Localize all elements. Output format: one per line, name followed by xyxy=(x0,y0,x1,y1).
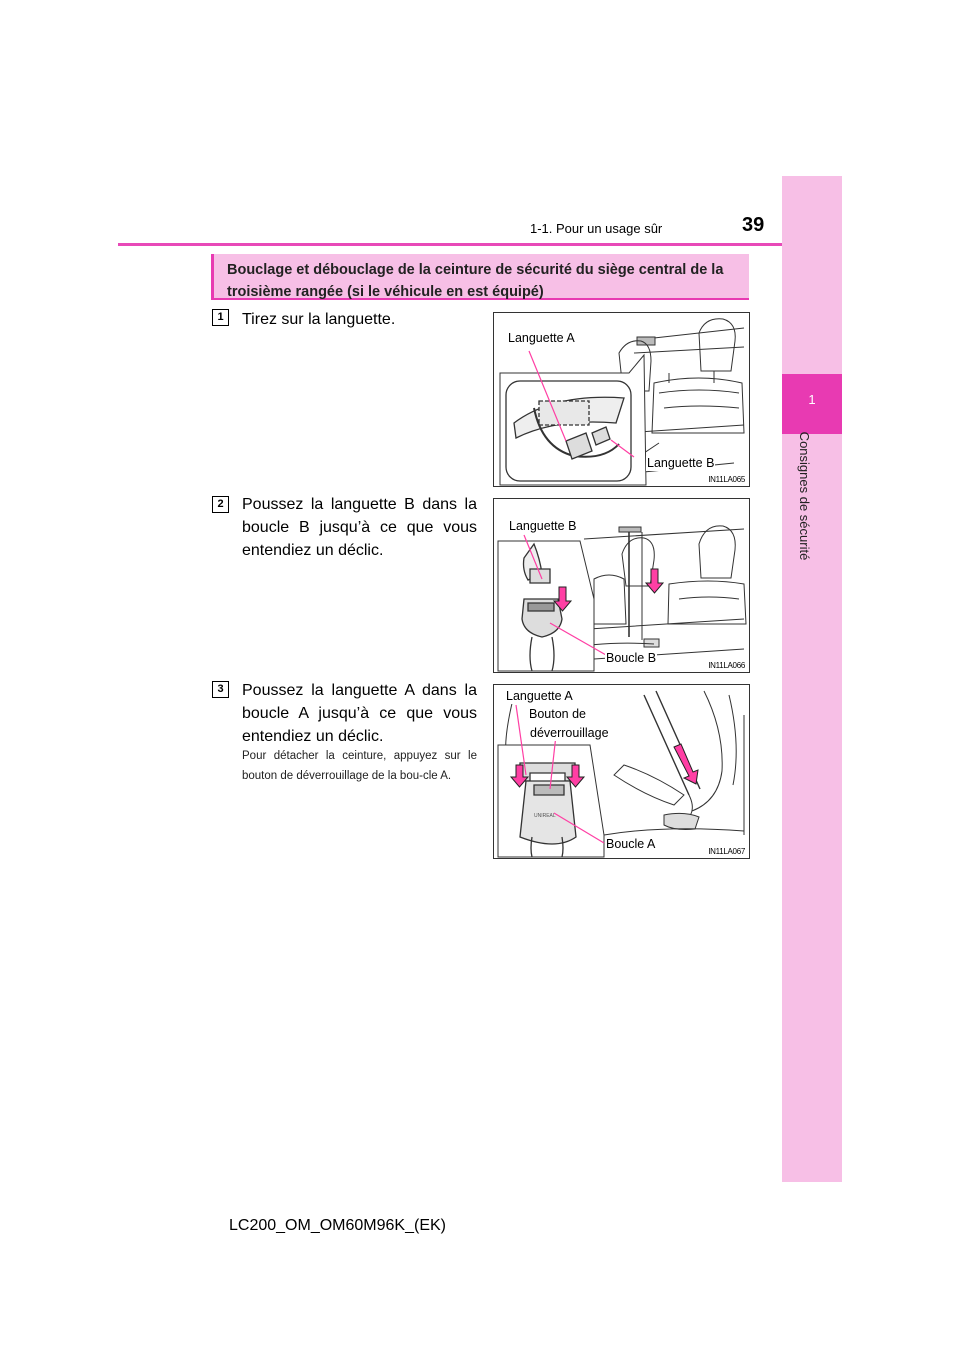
release-note: Pour détacher la ceinture, appuyez sur le bouton de déverrouillage de la bou-cle A. xyxy=(242,750,477,782)
svg-text:UNIREAL: UNIREAL xyxy=(534,813,556,819)
step-3-badge: 3 xyxy=(212,681,229,698)
figure-1-code: IN11LA065 xyxy=(708,475,745,484)
label-languette-a: Languette A xyxy=(508,331,575,345)
chapter-sidebar xyxy=(782,176,842,1182)
label-languette-a: Languette A xyxy=(506,689,573,703)
chapter-title: Consignes de sécurité xyxy=(797,431,812,561)
section-header: 1-1. Pour un usage sûr xyxy=(530,221,663,236)
figure-insert-tongue-a xyxy=(493,684,750,859)
label-boucle-b: Boucle B xyxy=(606,651,657,665)
label-boucle-a: Boucle A xyxy=(606,837,656,851)
label-deverrouillage: déverrouillage xyxy=(530,726,609,740)
step-1-badge: 1 xyxy=(212,309,229,326)
page-number: 39 xyxy=(742,214,765,236)
document-code-footer: LC200_OM_OM60M96K_(EK) xyxy=(229,1217,446,1234)
step-2-text: Poussez la languette B dans la boucle B jusqu’à ce que vous entendiez un déclic. xyxy=(242,496,477,559)
figure-pull-tongue xyxy=(493,312,750,487)
label-languette-b: Languette B xyxy=(647,456,715,470)
step-1-text: Tirez sur la languette. xyxy=(242,311,396,328)
header-rule xyxy=(118,243,782,246)
chapter-number: 1 xyxy=(808,392,816,407)
step-3-text: Poussez la languette A dans la boucle A jusqu’à ce que vous entendiez un déclic. xyxy=(242,682,477,745)
figure-insert-tongue-b xyxy=(493,498,750,673)
figure-3-code: IN11LA067 xyxy=(708,847,745,856)
label-bouton-de: Bouton de xyxy=(529,707,586,721)
figure-2-code: IN11LA066 xyxy=(708,661,745,670)
label-languette-b: Languette B xyxy=(509,519,577,533)
step-2-badge: 2 xyxy=(212,496,229,513)
section-title: Bouclage et débouclage de la ceinture de sécurité du siège central de la troisième rangée (si le véhicule en est équipé) xyxy=(211,254,749,300)
